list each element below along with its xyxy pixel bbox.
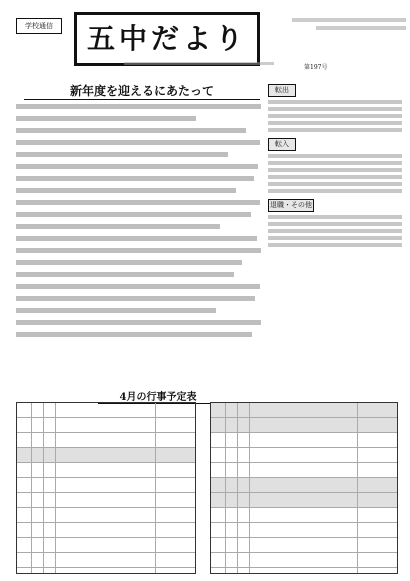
table-row (211, 493, 397, 508)
sidebar-line (268, 215, 402, 219)
text-line (16, 176, 254, 181)
sidebar-label: 転出 (268, 84, 296, 97)
sidebar-line (268, 189, 402, 193)
sidebar-line (268, 161, 402, 165)
sidebar-line (268, 107, 402, 111)
sidebar-label: 転入 (268, 138, 296, 151)
sidebar-line (268, 168, 402, 172)
sidebar-line (268, 121, 402, 125)
sidebar-box-transfer-in (268, 138, 402, 193)
article-body (16, 104, 264, 344)
text-line (16, 116, 196, 121)
sidebar-line (268, 243, 402, 247)
text-line (16, 284, 260, 289)
table-row (211, 553, 397, 568)
sidebar-box-transfer-out (268, 84, 402, 132)
table-row (211, 418, 397, 433)
text-line (16, 140, 260, 145)
sidebar-line (268, 222, 402, 226)
table-row (211, 538, 397, 553)
sidebar-box-retirement (268, 199, 402, 247)
text-line (16, 104, 261, 109)
text-line (16, 296, 255, 301)
sidebar-line (268, 154, 402, 158)
text-line (16, 128, 246, 133)
sidebar-label: 退職・その他 (268, 199, 314, 212)
table-row (211, 508, 397, 523)
table-row (211, 403, 397, 418)
schedule-table-right (210, 402, 398, 574)
table-row (211, 463, 397, 478)
text-line (16, 236, 257, 241)
text-line (16, 200, 260, 205)
text-line (16, 260, 242, 265)
table-row (211, 448, 397, 463)
table-row (211, 433, 397, 448)
sidebar-line (268, 128, 402, 132)
schedule-title: 4月の行事予定表 (98, 388, 218, 404)
text-line (16, 320, 261, 325)
text-line (16, 212, 251, 217)
newsletter-title: 五中だより (74, 12, 260, 66)
text-line (16, 224, 220, 229)
subject-box: 学校通信 (16, 18, 62, 34)
article-heading: 新年度を迎えるにあたって (24, 82, 260, 100)
table-row (211, 478, 397, 493)
sidebar-line (268, 229, 402, 233)
sidebar-line (268, 236, 402, 240)
sidebar-line (268, 175, 402, 179)
issue-line: 第197号 (304, 64, 328, 71)
text-line (16, 248, 261, 253)
text-line (16, 188, 236, 193)
text-line (16, 308, 216, 313)
school-name-placeholder (274, 16, 406, 30)
website-url-placeholder (124, 62, 274, 65)
sidebar-line (268, 114, 402, 118)
text-line (16, 272, 234, 277)
schedule-table-left (16, 402, 196, 574)
text-line (16, 332, 252, 337)
sidebar-line (268, 182, 402, 186)
newsletter-header (4, 4, 406, 76)
text-line (16, 164, 258, 169)
table-row (211, 523, 397, 538)
sidebar-line (268, 100, 402, 104)
text-line (16, 152, 228, 157)
staff-change-sidebar (268, 84, 402, 334)
